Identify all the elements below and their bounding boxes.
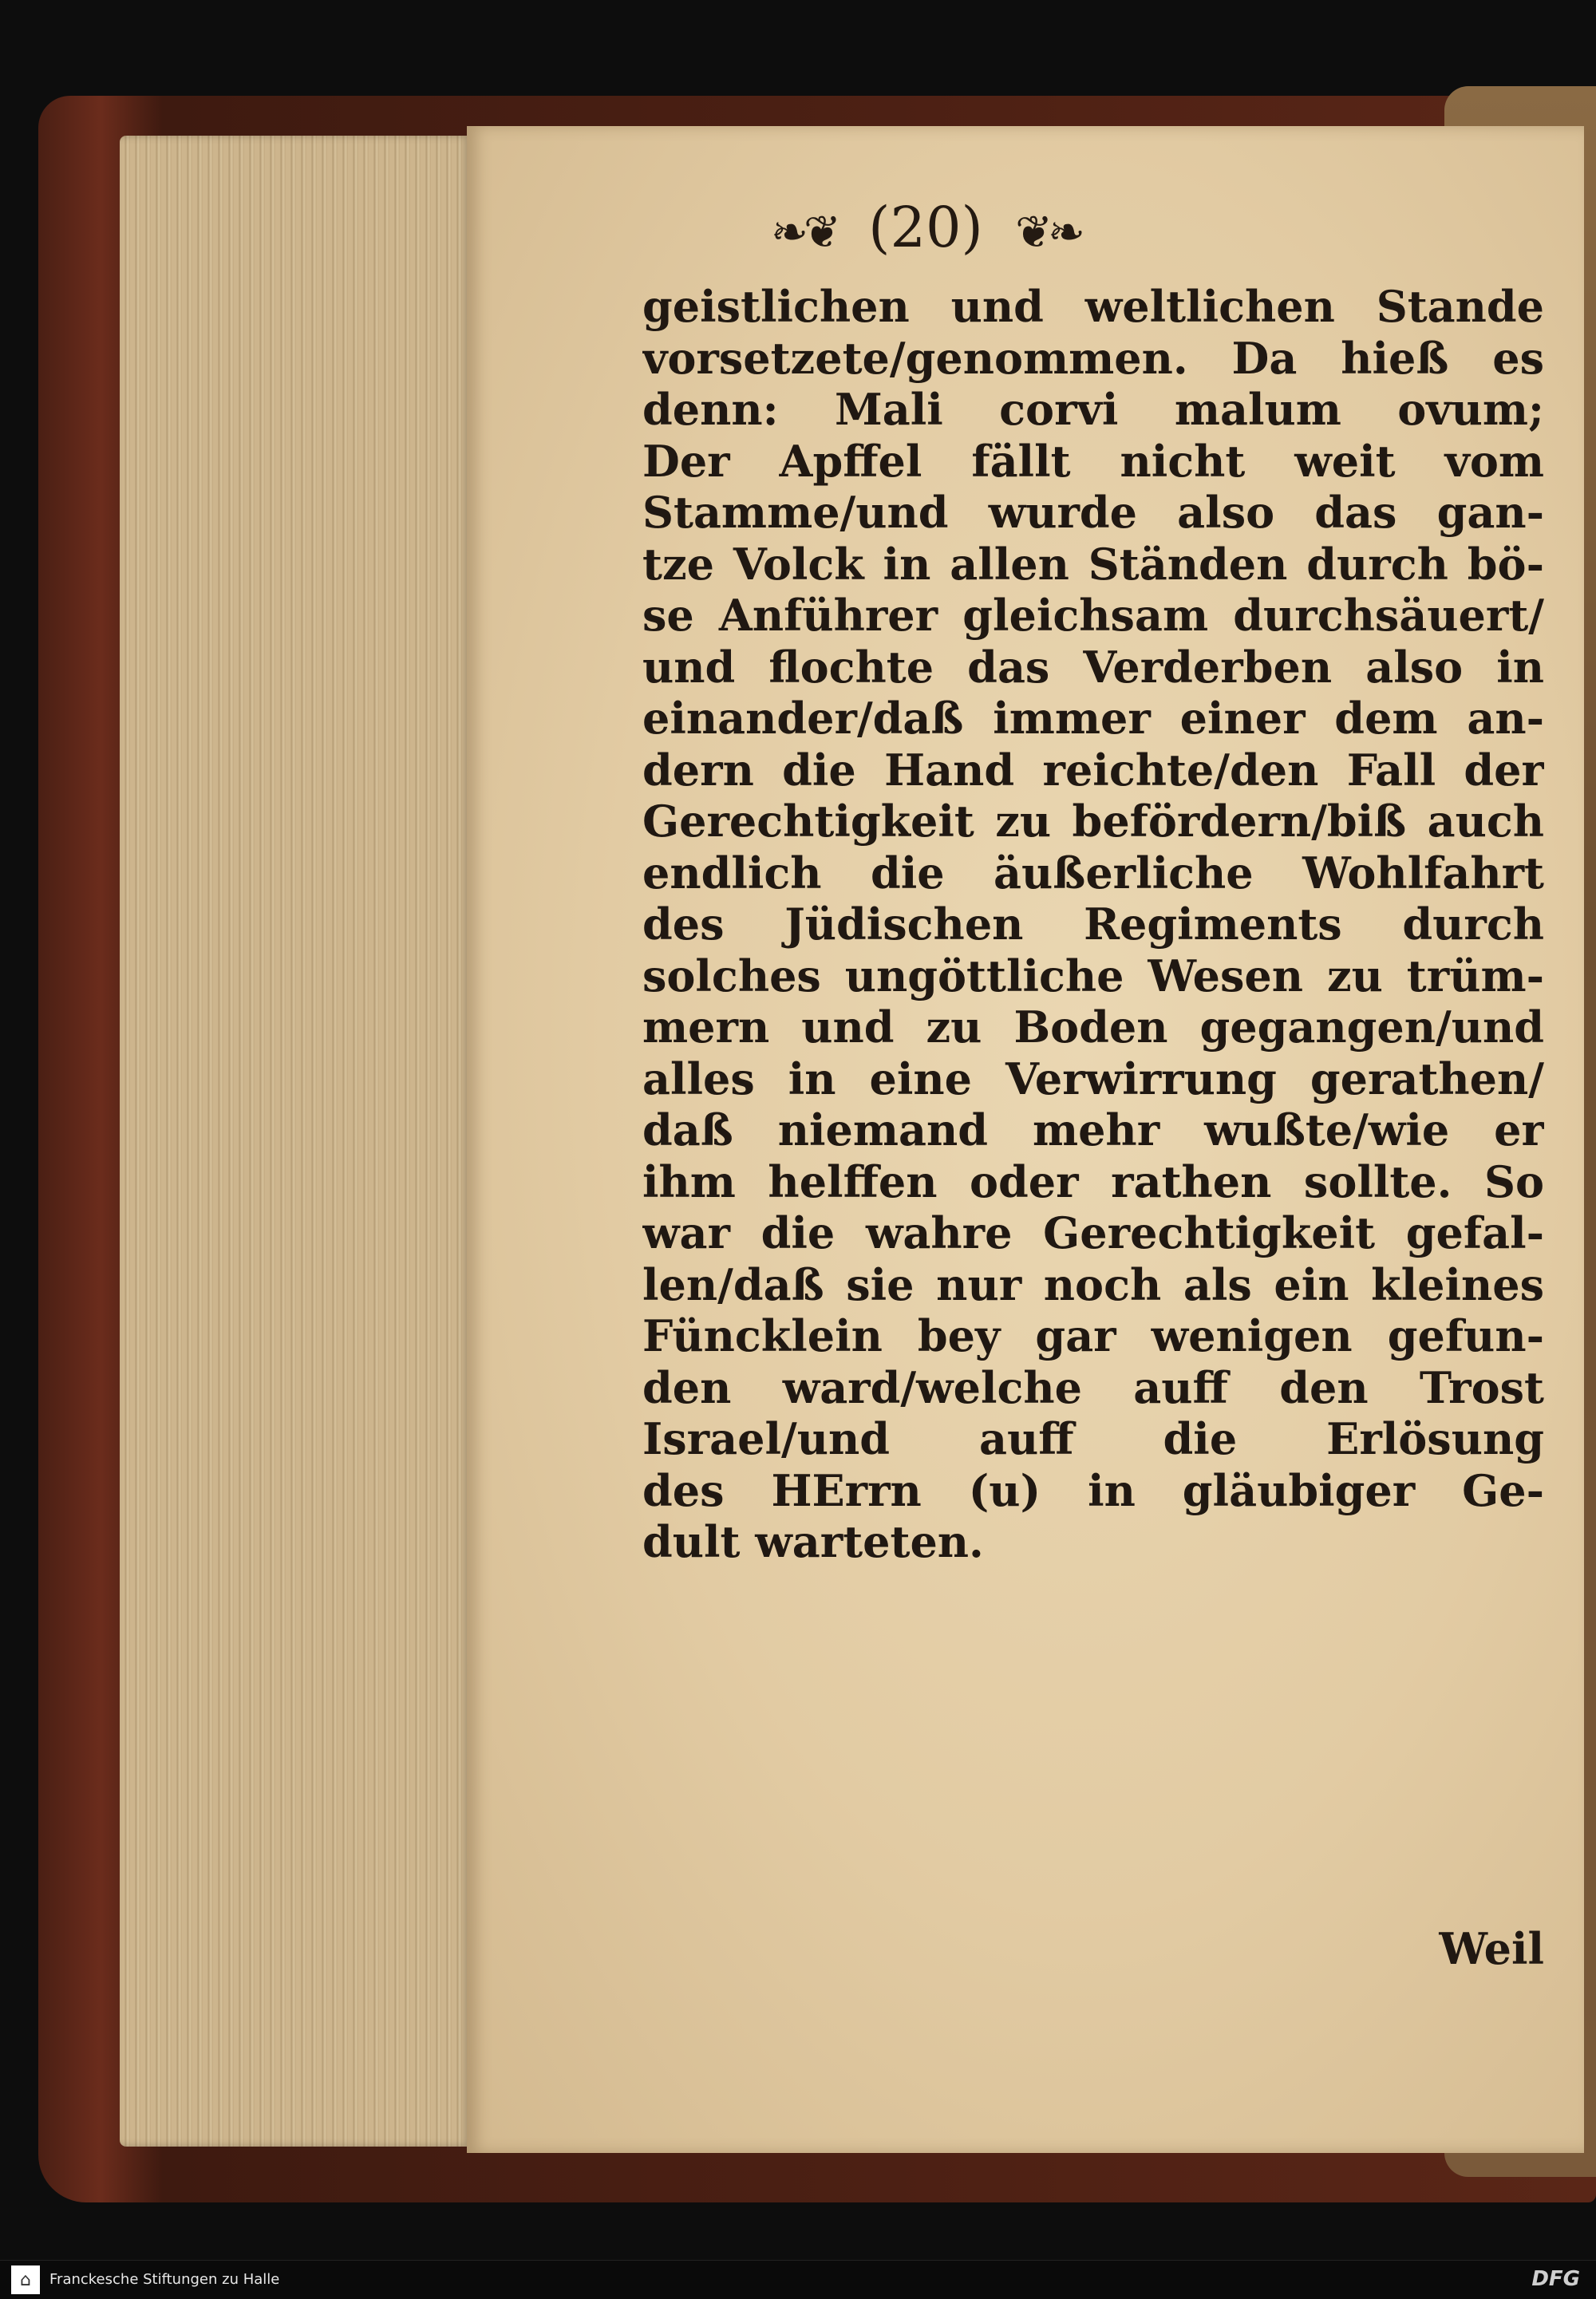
- building-logo-icon[interactable]: ⌂: [11, 2265, 40, 2294]
- text-line: Der Apffel fällt nicht weit vom: [642, 435, 1544, 487]
- catchword: Weil: [1439, 1923, 1544, 1974]
- text-line: ihm helffen oder rathen sollte. So: [642, 1155, 1544, 1207]
- text-line: war die wahre Gerechtigkeit gefal-: [642, 1207, 1544, 1258]
- text-line: denn: Mali corvi malum ovum;: [642, 384, 1544, 435]
- page-edges-stack: [120, 136, 471, 2147]
- text-line: se Anführer gleichsam durchsäuert/: [642, 590, 1544, 641]
- text-line: len/daß sie nur noch als ein kleines: [642, 1258, 1544, 1310]
- text-line: des HErrn (u) in gläubiger Ge-: [642, 1464, 1544, 1516]
- text-line: geistlichen und weltlichen Stande: [642, 281, 1544, 332]
- text-line: dern die Hand reichte/den Fall der: [642, 744, 1544, 796]
- text-line: Gerechtigkeit zu befördern/biß auch: [642, 796, 1544, 847]
- page-header: [726, 195, 1125, 260]
- text-line: endlich die äußerliche Wohlfahrt: [642, 847, 1544, 899]
- page-number: (20): [868, 195, 983, 260]
- text-line: tze Volck in allen Ständen durch bö-: [642, 538, 1544, 590]
- body-text: [642, 281, 1544, 1568]
- text-line: Stamme/und wurde also das gan-: [642, 487, 1544, 538]
- institution-name[interactable]: Franckesche Stiftungen zu Halle: [49, 2271, 280, 2288]
- header-ornament-right-icon: ❦❧: [1015, 206, 1080, 259]
- viewer-footer: [0, 2260, 1596, 2299]
- text-line: des Jüdischen Regiments durch: [642, 899, 1544, 950]
- dfg-logo[interactable]: DFG: [1531, 2267, 1580, 2291]
- text-line: solches ungöttliche Wesen zu trüm-: [642, 950, 1544, 1001]
- text-line: daß niemand mehr wußte/wie er: [642, 1104, 1544, 1155]
- text-line: vorsetzete/genommen. Da hieß es: [642, 332, 1544, 384]
- text-line: Israel/und auff die Erlösung: [642, 1413, 1544, 1464]
- text-line: den ward/welche auff den Trost: [642, 1361, 1544, 1413]
- text-line: Füncklein bey gar wenigen gefun-: [642, 1310, 1544, 1361]
- text-line: dult warteten.: [642, 1516, 984, 1567]
- header-ornament-left-icon: ❧❦: [771, 206, 836, 259]
- text-line: einander/daß immer einer dem an-: [642, 693, 1544, 744]
- text-line: mern und zu Boden gegangen/und: [642, 1001, 1544, 1053]
- text-line: und flochte das Verderben also in: [642, 641, 1544, 693]
- text-line: alles in eine Verwirrung gerathen/: [642, 1053, 1544, 1104]
